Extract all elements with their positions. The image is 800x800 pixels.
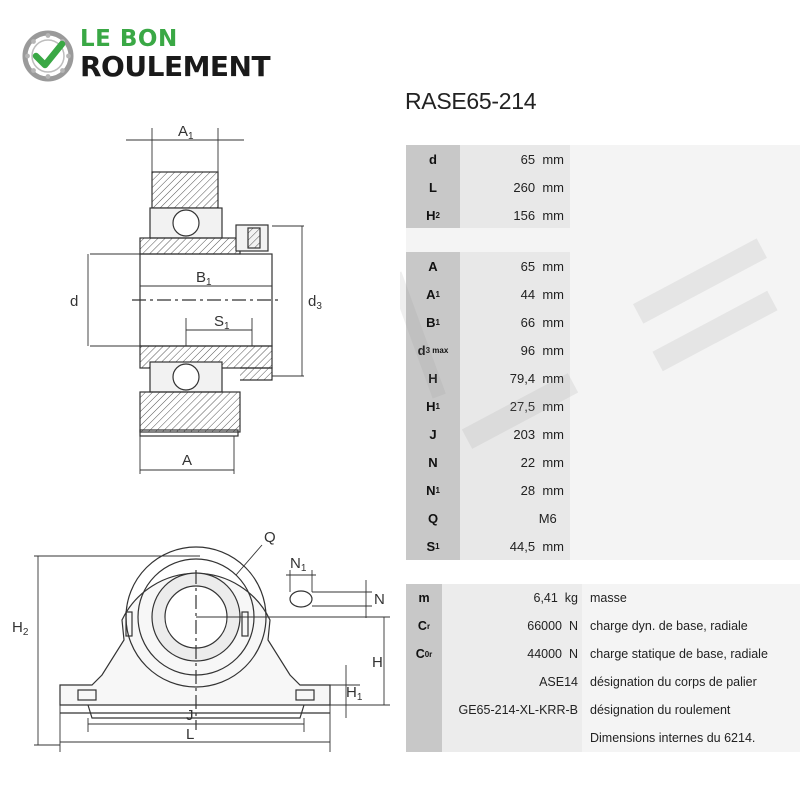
property-row — [406, 724, 800, 752]
dim-label-s1: $S_1$ — [214, 313, 230, 332]
spec-label: B 1 — [406, 308, 460, 336]
spec-value: 22 mm — [460, 448, 570, 476]
property-value: ASE14 — [442, 668, 582, 696]
spec-row-b-h1 — [406, 392, 800, 420]
spec-filler — [570, 420, 800, 448]
spec-row-a-l — [406, 173, 800, 201]
spec-label: d 3 max — [406, 336, 460, 364]
property-value — [442, 724, 582, 752]
spec-value: 44 mm — [460, 280, 570, 308]
spec-filler — [570, 145, 800, 173]
property-label — [406, 696, 442, 724]
spec-label: N 1 — [406, 476, 460, 504]
spec-value: 28 mm — [460, 476, 570, 504]
property-label — [406, 668, 442, 696]
dim-label-q: Q — [264, 529, 276, 546]
spec-label: L — [406, 173, 460, 201]
spec-value: 260 mm — [460, 173, 570, 201]
spec-filler — [570, 476, 800, 504]
spec-label: A — [406, 252, 460, 280]
spec-row-b-n — [406, 448, 800, 476]
dim-label-b1: $B_1$ — [196, 269, 212, 288]
dim-label-h2: $H_2$ — [12, 619, 29, 638]
dim-label-d: d — [70, 293, 79, 310]
property-row — [406, 584, 800, 612]
property-row — [406, 696, 800, 724]
property-label — [406, 724, 442, 752]
dim-label-j: J — [186, 707, 194, 724]
spec-label: J — [406, 420, 460, 448]
logo-line2: ROULEMENT — [80, 50, 271, 83]
dim-label-n: N — [374, 591, 385, 608]
dim-label-a1: $A_1$ — [178, 123, 194, 142]
spec-label: A 1 — [406, 280, 460, 308]
property-description: Dimensions internes du 6214. — [582, 724, 800, 752]
spec-row-b-d3-max — [406, 336, 800, 364]
spec-label: S 1 — [406, 532, 460, 560]
spec-value: 27,5 mm — [460, 392, 570, 420]
table-spacer — [406, 560, 800, 584]
spec-value: 203 mm — [460, 420, 570, 448]
spec-row-a-d — [406, 145, 800, 173]
spec-label: H 1 — [406, 392, 460, 420]
spec-row-b-h — [406, 364, 800, 392]
spec-filler — [570, 201, 800, 229]
dim-label-l: L — [186, 726, 195, 743]
spec-filler — [570, 532, 800, 560]
section-view — [132, 172, 280, 436]
spec-value: M6 — [460, 504, 570, 532]
spec-value: 65 mm — [460, 252, 570, 280]
spec-filler — [570, 504, 800, 532]
dim-label-h1: $H_1$ — [346, 684, 363, 703]
spec-filler — [570, 280, 800, 308]
spec-row-b-q — [406, 504, 800, 532]
front-view — [60, 547, 330, 730]
spec-filler — [570, 252, 800, 280]
spec-row-b-j — [406, 420, 800, 448]
property-value: 44000 N — [442, 640, 582, 668]
spec-filler — [570, 448, 800, 476]
spec-row-b-n1 — [406, 476, 800, 504]
property-label: C r — [406, 612, 442, 640]
spec-filler — [570, 308, 800, 336]
property-description: charge dyn. de base, radiale — [582, 612, 800, 640]
property-row — [406, 640, 800, 668]
spec-row-b-a — [406, 252, 800, 280]
spec-label: Q — [406, 504, 460, 532]
dim-label-h: H — [372, 654, 383, 671]
property-label: m — [406, 584, 442, 612]
table-spacer — [406, 228, 800, 252]
spec-value: 66 mm — [460, 308, 570, 336]
spec-row-b-a1 — [406, 280, 800, 308]
property-description: charge statique de base, radiale — [582, 640, 800, 668]
spec-row-a-h2 — [406, 201, 800, 229]
spec-label: H 2 — [406, 201, 460, 229]
spec-value: 96 mm — [460, 336, 570, 364]
product-title: RASE65-214 — [405, 88, 537, 114]
spec-filler — [570, 336, 800, 364]
property-value: 6,41 kg — [442, 584, 582, 612]
spec-value: 79,4 mm — [460, 364, 570, 392]
property-row — [406, 668, 800, 696]
property-description: désignation du roulement — [582, 696, 800, 724]
property-row — [406, 612, 800, 640]
spec-value: 65 mm — [460, 145, 570, 173]
spec-filler — [570, 173, 800, 201]
dim-label-d3: $d_3$ — [308, 293, 322, 312]
spec-label: H — [406, 364, 460, 392]
property-description: masse — [582, 584, 800, 612]
spec-label: N — [406, 448, 460, 476]
dim-label-n1: $N_1$ — [290, 555, 307, 574]
spec-row-b-s1 — [406, 532, 800, 560]
spec-filler — [570, 392, 800, 420]
property-value: 66000 N — [442, 612, 582, 640]
property-value: GE65-214-XL-KRR-B — [442, 696, 582, 724]
spec-filler — [570, 364, 800, 392]
logo-line1: LE BON — [80, 26, 178, 52]
spec-value: 156 mm — [460, 201, 570, 229]
spec-row-b-b1 — [406, 308, 800, 336]
spec-value: 44,5 mm — [460, 532, 570, 560]
dim-label-a: A — [182, 452, 193, 469]
property-label: C 0r — [406, 640, 442, 668]
property-description: désignation du corps de palier — [582, 668, 800, 696]
spec-label: d — [406, 145, 460, 173]
